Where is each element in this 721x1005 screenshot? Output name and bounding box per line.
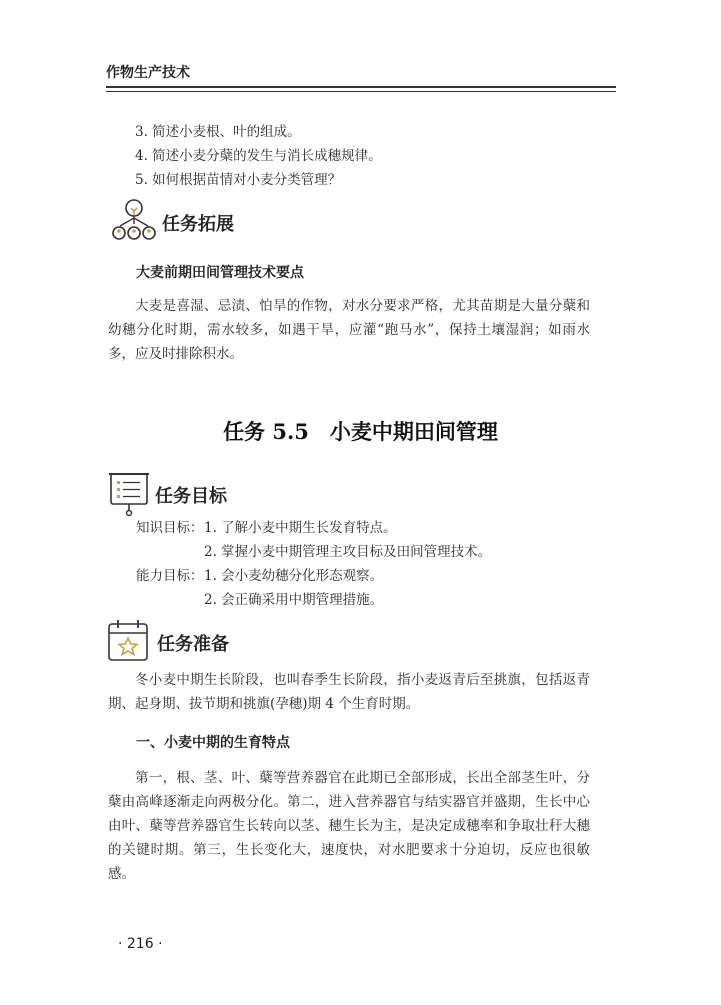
- question-3: 3. 简述小麦根、叶的组成。: [135, 124, 301, 140]
- extension-title: 任务拓展: [162, 214, 234, 235]
- preparation-title: 任务准备: [157, 634, 229, 655]
- running-header: 作物生产技术: [106, 65, 190, 81]
- presentation-board-icon: [108, 471, 150, 517]
- calendar-star-icon: [106, 617, 150, 663]
- preparation-paragraph: 冬小麦中期生长阶段，也叫春季生长阶段，指小麦返青后至挑旗，包括返青期、起身期、拔节期和挑旗(孕穗)期 4 个生育时期。: [108, 672, 590, 712]
- extension-paragraph: 大麦是喜湿、忌渍、怕旱的作物，对水分要求严格，尤其苗期是大量分蘖和幼穗分化时期，需水较多，如遇干旱，应灌“跑马水”，保持土壤湿润；如雨水多，应及时排除积水。: [108, 298, 590, 362]
- question-4: 4. 简述小麦分蘖的发生与消长成穗规律。: [135, 148, 382, 164]
- knowledge-goal-1: 1. 了解小麦中期生长发育特点。: [204, 520, 397, 536]
- page-number: · 216 ·: [118, 936, 163, 952]
- task-title: 任务 5.5 小麦中期田间管理: [223, 419, 498, 444]
- section-heading: 一、小麦中期的生育特点: [136, 735, 290, 751]
- extension-subtitle: 大麦前期田间管理技术要点: [136, 265, 304, 281]
- ability-goal-2: 2. 会正确采用中期管理措施。: [204, 592, 384, 608]
- question-5: 5. 如何根据苗情对小麦分类管理？: [135, 172, 342, 188]
- goals-title: 任务目标: [155, 486, 227, 507]
- knowledge-goal-2: 2. 掌握小麦中期管理主攻目标及田间管理技术。: [204, 544, 492, 560]
- header-rule-thick: [106, 86, 616, 88]
- knowledge-goal-label: 知识目标：: [136, 520, 204, 536]
- header-rule-thin: [106, 91, 616, 92]
- ability-goal-label: 能力目标：: [136, 568, 204, 584]
- lightbulb-people-icon: [110, 196, 158, 244]
- ability-goal-1: 1. 会小麦幼穗分化形态观察。: [204, 568, 384, 584]
- section-paragraph: 第一，根、茎、叶、蘖等营养器官在此期已全部形成，长出全部茎生叶，分蘖由高峰逐渐走向两极分化。第二，进入营养器官与结实器官并盛期，生长中心由叶、蘖等营养器官生长转向以茎、穗生长为主，是决定成穗率和争取壮秆大穗的关键时期。第三，生长变化大，速度快，对水肥要求十分迫切，反应也很敏感。: [108, 770, 590, 882]
